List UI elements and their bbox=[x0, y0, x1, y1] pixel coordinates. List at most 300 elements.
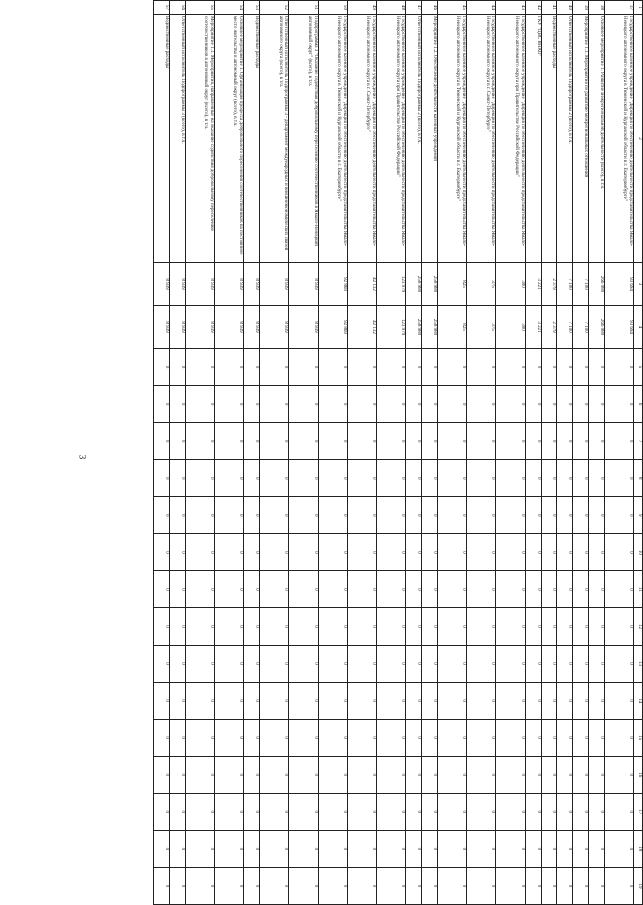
table-row bbox=[185, 1, 214, 905]
zero-value: 0 bbox=[541, 608, 557, 645]
zero-value: 0 bbox=[406, 386, 422, 423]
zero-value: 0 bbox=[244, 756, 260, 793]
zero-value: 0 bbox=[604, 793, 633, 830]
total-value: 300 bbox=[496, 263, 525, 306]
zero-value: 0 bbox=[260, 867, 289, 904]
zero-value: 0 bbox=[541, 497, 557, 534]
zero-value: 0 bbox=[437, 497, 466, 534]
zero-value: 0 bbox=[214, 423, 243, 460]
zero-value: 0 bbox=[557, 867, 573, 904]
row-number: 41 bbox=[541, 1, 557, 15]
zero-value: 0 bbox=[437, 423, 466, 460]
zero-value: 0 bbox=[318, 386, 347, 423]
zero-value: 0 bbox=[377, 386, 406, 423]
column-header-12: 12 bbox=[634, 608, 643, 645]
row-number: 43 bbox=[496, 1, 525, 15]
row-name: Ответственный исполнитель Подпрограммы 2 (всего), в т.ч. bbox=[406, 15, 422, 263]
zero-value: 0 bbox=[244, 830, 260, 867]
zero-value: 0 bbox=[604, 682, 633, 719]
zero-value: 0 bbox=[214, 534, 243, 571]
zero-value: 0 bbox=[377, 830, 406, 867]
zero-value: 0 bbox=[244, 423, 260, 460]
zero-value: 0 bbox=[318, 460, 347, 497]
zero-value: 0 bbox=[154, 534, 170, 571]
zero-value: 0 bbox=[496, 867, 525, 904]
zero-value: 0 bbox=[214, 682, 243, 719]
zero-value: 0 bbox=[604, 349, 633, 386]
zero-value: 0 bbox=[573, 386, 589, 423]
zero-value: 0 bbox=[557, 497, 573, 534]
zero-value: 0 bbox=[406, 460, 422, 497]
table-row bbox=[244, 1, 260, 905]
zero-value: 0 bbox=[260, 534, 289, 571]
zero-value: 0 bbox=[541, 830, 557, 867]
year-value: 8 939 bbox=[169, 306, 185, 349]
year-value: 8 939 bbox=[185, 306, 214, 349]
table-row bbox=[289, 1, 318, 905]
zero-value: 0 bbox=[437, 756, 466, 793]
zero-value: 0 bbox=[318, 682, 347, 719]
zero-value: 0 bbox=[347, 608, 376, 645]
zero-value: 0 bbox=[169, 830, 185, 867]
zero-value: 0 bbox=[185, 719, 214, 756]
column-header-13: 13 bbox=[634, 645, 643, 682]
zero-value: 0 bbox=[422, 793, 438, 830]
zero-value: 0 bbox=[467, 645, 496, 682]
zero-value: 0 bbox=[588, 682, 604, 719]
zero-value: 0 bbox=[377, 793, 406, 830]
zero-value: 0 bbox=[377, 534, 406, 571]
zero-value: 0 bbox=[588, 719, 604, 756]
column-header-17: 17 bbox=[634, 793, 643, 830]
zero-value: 0 bbox=[604, 867, 633, 904]
total-value: 8 939 bbox=[185, 263, 214, 306]
zero-value: 0 bbox=[185, 534, 214, 571]
zero-value: 0 bbox=[467, 756, 496, 793]
zero-value: 0 bbox=[496, 608, 525, 645]
zero-value: 0 bbox=[289, 349, 318, 386]
column-header-1: 1 bbox=[634, 1, 643, 15]
table-row bbox=[604, 1, 633, 905]
zero-value: 0 bbox=[573, 534, 589, 571]
zero-value: 0 bbox=[573, 349, 589, 386]
table-row bbox=[496, 1, 525, 905]
zero-value: 0 bbox=[525, 534, 541, 571]
column-header-10: 10 bbox=[634, 534, 643, 571]
zero-value: 0 bbox=[154, 793, 170, 830]
zero-value: 0 bbox=[347, 497, 376, 534]
zero-value: 0 bbox=[588, 571, 604, 608]
zero-value: 0 bbox=[541, 349, 557, 386]
table-row bbox=[377, 1, 406, 905]
zero-value: 0 bbox=[214, 349, 243, 386]
zero-value: 0 bbox=[406, 608, 422, 645]
zero-value: 0 bbox=[496, 571, 525, 608]
zero-value: 0 bbox=[406, 349, 422, 386]
zero-value: 0 bbox=[347, 645, 376, 682]
zero-value: 0 bbox=[154, 386, 170, 423]
year-value: 825 bbox=[437, 306, 466, 349]
zero-value: 0 bbox=[604, 719, 633, 756]
row-name: Основное мероприятие 1. Развитие межрегиональной деятельности (всего), в т.ч. bbox=[588, 15, 604, 263]
zero-value: 0 bbox=[214, 645, 243, 682]
zero-value: 0 bbox=[377, 867, 406, 904]
zero-value: 0 bbox=[557, 460, 573, 497]
zero-value: 0 bbox=[318, 756, 347, 793]
zero-value: 0 bbox=[541, 719, 557, 756]
zero-value: 0 bbox=[541, 423, 557, 460]
zero-value: 0 bbox=[573, 719, 589, 756]
zero-value: 0 bbox=[244, 867, 260, 904]
row-name: Ведомственные расходы bbox=[541, 15, 557, 263]
zero-value: 0 bbox=[289, 867, 318, 904]
zero-value: 0 bbox=[467, 793, 496, 830]
zero-value: 0 bbox=[573, 608, 589, 645]
row-number: 53 bbox=[244, 1, 260, 15]
zero-value: 0 bbox=[185, 386, 214, 423]
total-value: 8 939 bbox=[169, 263, 185, 306]
zero-value: 0 bbox=[185, 571, 214, 608]
row-number: 57 bbox=[154, 1, 170, 15]
zero-value: 0 bbox=[289, 793, 318, 830]
zero-value: 0 bbox=[260, 830, 289, 867]
zero-value: 0 bbox=[244, 497, 260, 534]
zero-value: 0 bbox=[406, 867, 422, 904]
budget-table-rotated bbox=[153, 0, 643, 905]
zero-value: 0 bbox=[496, 386, 525, 423]
zero-value: 0 bbox=[347, 349, 376, 386]
zero-value: 0 bbox=[525, 719, 541, 756]
total-value: 375 bbox=[467, 263, 496, 306]
zero-value: 0 bbox=[573, 830, 589, 867]
zero-value: 0 bbox=[557, 423, 573, 460]
row-name: Государственное казенное учреждение "Дирекция по обеспечению деятельности представительства Ямало-Ненецкого автономного округа в Тюменской и Курганской области в г. Екатеринбурге" bbox=[437, 15, 466, 263]
row-number: 47 bbox=[406, 1, 422, 15]
zero-value: 0 bbox=[467, 867, 496, 904]
year-value: 42 132 bbox=[347, 306, 376, 349]
zero-value: 0 bbox=[406, 497, 422, 534]
zero-value: 0 bbox=[244, 682, 260, 719]
zero-value: 0 bbox=[541, 386, 557, 423]
row-number: 42 bbox=[525, 1, 541, 15]
table-row bbox=[557, 1, 573, 905]
zero-value: 0 bbox=[588, 867, 604, 904]
zero-value: 0 bbox=[496, 793, 525, 830]
zero-value: 0 bbox=[154, 349, 170, 386]
zero-value: 0 bbox=[377, 497, 406, 534]
zero-value: 0 bbox=[496, 682, 525, 719]
zero-value: 0 bbox=[467, 571, 496, 608]
column-header-19: 19 bbox=[634, 867, 643, 904]
zero-value: 0 bbox=[422, 682, 438, 719]
zero-value: 0 bbox=[467, 460, 496, 497]
zero-value: 0 bbox=[573, 682, 589, 719]
total-value: 123 979 bbox=[377, 263, 406, 306]
zero-value: 0 bbox=[467, 830, 496, 867]
zero-value: 0 bbox=[214, 756, 243, 793]
table-row bbox=[467, 1, 496, 905]
zero-value: 0 bbox=[260, 497, 289, 534]
zero-value: 0 bbox=[573, 756, 589, 793]
zero-value: 0 bbox=[588, 386, 604, 423]
zero-value: 0 bbox=[525, 830, 541, 867]
zero-value: 0 bbox=[573, 571, 589, 608]
row-name: Ведомственные расходы bbox=[244, 15, 260, 263]
year-value: 8 939 bbox=[214, 306, 243, 349]
zero-value: 0 bbox=[573, 793, 589, 830]
zero-value: 0 bbox=[185, 682, 214, 719]
zero-value: 0 bbox=[318, 349, 347, 386]
zero-value: 0 bbox=[318, 645, 347, 682]
year-value: 258 980 bbox=[406, 306, 422, 349]
zero-value: 0 bbox=[244, 793, 260, 830]
year-value: 7 100 bbox=[573, 306, 589, 349]
zero-value: 0 bbox=[318, 793, 347, 830]
zero-value: 0 bbox=[541, 645, 557, 682]
zero-value: 0 bbox=[154, 497, 170, 534]
zero-value: 0 bbox=[557, 386, 573, 423]
year-value: 123 979 bbox=[377, 306, 406, 349]
column-header-2: 2 bbox=[634, 15, 643, 263]
zero-value: 0 bbox=[185, 497, 214, 534]
zero-value: 0 bbox=[604, 460, 633, 497]
zero-value: 0 bbox=[289, 386, 318, 423]
zero-value: 0 bbox=[422, 645, 438, 682]
table-row bbox=[260, 1, 289, 905]
zero-value: 0 bbox=[557, 793, 573, 830]
row-name: Государственное казенное учреждение "Дирекция по обеспечению деятельности представительства Ямало-Ненецкого автономного округа при Правительстве Российской Федерации" bbox=[377, 15, 406, 263]
table-row bbox=[214, 1, 243, 905]
zero-value: 0 bbox=[377, 460, 406, 497]
row-number: 46 bbox=[422, 1, 438, 15]
zero-value: 0 bbox=[588, 830, 604, 867]
zero-value: 0 bbox=[347, 793, 376, 830]
zero-value: 0 bbox=[541, 793, 557, 830]
zero-value: 0 bbox=[604, 608, 633, 645]
zero-value: 0 bbox=[214, 497, 243, 534]
zero-value: 0 bbox=[260, 756, 289, 793]
zero-value: 0 bbox=[467, 423, 496, 460]
zero-value: 0 bbox=[525, 608, 541, 645]
zero-value: 0 bbox=[347, 867, 376, 904]
zero-value: 0 bbox=[289, 534, 318, 571]
zero-value: 0 bbox=[437, 571, 466, 608]
zero-value: 0 bbox=[214, 571, 243, 608]
zero-value: 0 bbox=[422, 497, 438, 534]
zero-value: 0 bbox=[467, 682, 496, 719]
zero-value: 0 bbox=[422, 534, 438, 571]
year-value: 266 080 bbox=[588, 306, 604, 349]
total-value: 3 221 bbox=[525, 263, 541, 306]
zero-value: 0 bbox=[289, 756, 318, 793]
zero-value: 0 bbox=[422, 608, 438, 645]
zero-value: 0 bbox=[422, 830, 438, 867]
zero-value: 0 bbox=[525, 349, 541, 386]
zero-value: 0 bbox=[169, 867, 185, 904]
zero-value: 0 bbox=[289, 645, 318, 682]
zero-value: 0 bbox=[318, 719, 347, 756]
row-name: Государственное казенное учреждение "Дирекция по обеспечению деятельности представительства Ямало-Ненецкого автономного округа при Правительстве Российской Федерации" bbox=[496, 15, 525, 263]
table-row bbox=[437, 1, 466, 905]
year-value: 258 980 bbox=[422, 306, 438, 349]
year-value: 8 939 bbox=[289, 306, 318, 349]
zero-value: 0 bbox=[406, 423, 422, 460]
zero-value: 0 bbox=[169, 534, 185, 571]
row-number: 44 bbox=[467, 1, 496, 15]
row-name: Государственное казенное учреждение "Дирекция по обеспечению деятельности представительства Ямало-Ненецкого автономного округа в г. Санкт-Петербурге" bbox=[347, 15, 376, 263]
zero-value: 0 bbox=[347, 571, 376, 608]
zero-value: 0 bbox=[318, 423, 347, 460]
zero-value: 0 bbox=[604, 645, 633, 682]
zero-value: 0 bbox=[406, 793, 422, 830]
zero-value: 0 bbox=[541, 682, 557, 719]
zero-value: 0 bbox=[289, 571, 318, 608]
zero-value: 0 bbox=[289, 497, 318, 534]
row-name: Основное мероприятие 1. Организация процесса добровольного переселения соотечественников на постоянное место жительства в автономный округ (всего), в т.ч. bbox=[214, 15, 243, 263]
zero-value: 0 bbox=[154, 423, 170, 460]
zero-value: 0 bbox=[525, 682, 541, 719]
zero-value: 0 bbox=[347, 830, 376, 867]
zero-value: 0 bbox=[347, 756, 376, 793]
zero-value: 0 bbox=[525, 497, 541, 534]
zero-value: 0 bbox=[557, 682, 573, 719]
zero-value: 0 bbox=[377, 423, 406, 460]
zero-value: 0 bbox=[318, 534, 347, 571]
year-value: 2 379 bbox=[541, 306, 557, 349]
zero-value: 0 bbox=[496, 349, 525, 386]
total-value: 42 132 bbox=[347, 263, 376, 306]
zero-value: 0 bbox=[557, 349, 573, 386]
zero-value: 0 bbox=[573, 867, 589, 904]
year-value: 8 939 bbox=[154, 306, 170, 349]
zero-value: 0 bbox=[525, 645, 541, 682]
zero-value: 0 bbox=[604, 386, 633, 423]
zero-value: 0 bbox=[588, 534, 604, 571]
table-row bbox=[347, 1, 376, 905]
zero-value: 0 bbox=[169, 719, 185, 756]
zero-value: 0 bbox=[557, 719, 573, 756]
row-number: 52 bbox=[260, 1, 289, 15]
zero-value: 0 bbox=[557, 756, 573, 793]
zero-value: 0 bbox=[557, 534, 573, 571]
column-header-15: 15 bbox=[634, 719, 643, 756]
zero-value: 0 bbox=[557, 830, 573, 867]
row-number: 38 bbox=[588, 1, 604, 15]
column-header-8: 8 bbox=[634, 460, 643, 497]
zero-value: 0 bbox=[169, 756, 185, 793]
zero-value: 0 bbox=[573, 423, 589, 460]
zero-value: 0 bbox=[557, 608, 573, 645]
zero-value: 0 bbox=[422, 571, 438, 608]
row-number: 56 bbox=[169, 1, 185, 15]
column-header-14: 14 bbox=[634, 682, 643, 719]
zero-value: 0 bbox=[437, 460, 466, 497]
zero-value: 0 bbox=[169, 571, 185, 608]
zero-value: 0 bbox=[422, 423, 438, 460]
row-name: Подпрограмма 3 "Оказание содействия добровольному переселению соотечественников в Ямало-Ненецкий автономный округ" (всего), в т.ч. bbox=[289, 15, 318, 263]
zero-value: 0 bbox=[185, 423, 214, 460]
zero-value: 0 bbox=[289, 608, 318, 645]
zero-value: 0 bbox=[541, 571, 557, 608]
total-value: 7 100 bbox=[557, 263, 573, 306]
zero-value: 0 bbox=[604, 423, 633, 460]
row-name: Мероприятие 1.1. Мероприятия, направленные на оказание содействия добровольному переселению соотечественников в автономный округ (всего), в т.ч. bbox=[185, 15, 214, 263]
zero-value: 0 bbox=[214, 867, 243, 904]
zero-value: 0 bbox=[185, 867, 214, 904]
zero-value: 0 bbox=[169, 608, 185, 645]
row-number: 45 bbox=[437, 1, 466, 15]
column-header-16: 16 bbox=[634, 756, 643, 793]
zero-value: 0 bbox=[588, 349, 604, 386]
total-value: 2 379 bbox=[541, 263, 557, 306]
zero-value: 0 bbox=[573, 645, 589, 682]
column-header-4: 4 bbox=[634, 306, 643, 349]
zero-value: 0 bbox=[377, 719, 406, 756]
row-name: Мероприятие 1.2. Обеспечение деятельности казенных учреждений bbox=[422, 15, 438, 263]
zero-value: 0 bbox=[154, 460, 170, 497]
zero-value: 0 bbox=[214, 386, 243, 423]
column-header-3: 3 bbox=[634, 263, 643, 306]
row-name: Мероприятие 1.1. Мероприятия по развитию межрегиональных отношений bbox=[573, 15, 589, 263]
zero-value: 0 bbox=[422, 719, 438, 756]
total-value: 825 bbox=[437, 263, 466, 306]
zero-value: 0 bbox=[154, 719, 170, 756]
zero-value: 0 bbox=[260, 682, 289, 719]
zero-value: 0 bbox=[467, 349, 496, 386]
zero-value: 0 bbox=[169, 793, 185, 830]
zero-value: 0 bbox=[588, 645, 604, 682]
zero-value: 0 bbox=[437, 867, 466, 904]
zero-value: 0 bbox=[588, 608, 604, 645]
table-row bbox=[588, 1, 604, 905]
zero-value: 0 bbox=[377, 756, 406, 793]
zero-value: 0 bbox=[154, 608, 170, 645]
row-name: Государственное казенное учреждение "Дирекция по обеспечению деятельности представительства Ямало-Ненецкого автономного округа в Тюменской и Курганской области в г. Екатеринбурге" bbox=[318, 15, 347, 263]
zero-value: 0 bbox=[422, 460, 438, 497]
zero-value: 0 bbox=[289, 423, 318, 460]
zero-value: 0 bbox=[318, 497, 347, 534]
row-number: 37 bbox=[604, 1, 633, 15]
zero-value: 0 bbox=[541, 867, 557, 904]
row-number: 55 bbox=[185, 1, 214, 15]
zero-value: 0 bbox=[604, 534, 633, 571]
zero-value: 0 bbox=[525, 571, 541, 608]
zero-value: 0 bbox=[318, 608, 347, 645]
zero-value: 0 bbox=[467, 497, 496, 534]
zero-value: 0 bbox=[467, 719, 496, 756]
zero-value: 0 bbox=[260, 423, 289, 460]
zero-value: 0 bbox=[260, 793, 289, 830]
table-row bbox=[541, 1, 557, 905]
zero-value: 0 bbox=[185, 830, 214, 867]
zero-value: 0 bbox=[573, 497, 589, 534]
zero-value: 0 bbox=[318, 571, 347, 608]
table-row bbox=[154, 1, 170, 905]
zero-value: 0 bbox=[541, 460, 557, 497]
zero-value: 0 bbox=[154, 867, 170, 904]
zero-value: 0 bbox=[406, 830, 422, 867]
zero-value: 0 bbox=[377, 349, 406, 386]
zero-value: 0 bbox=[347, 386, 376, 423]
year-value: 8 939 bbox=[260, 306, 289, 349]
zero-value: 0 bbox=[406, 534, 422, 571]
zero-value: 0 bbox=[185, 608, 214, 645]
table-row bbox=[169, 1, 185, 905]
zero-value: 0 bbox=[377, 608, 406, 645]
zero-value: 0 bbox=[169, 645, 185, 682]
zero-value: 0 bbox=[525, 793, 541, 830]
zero-value: 0 bbox=[185, 349, 214, 386]
